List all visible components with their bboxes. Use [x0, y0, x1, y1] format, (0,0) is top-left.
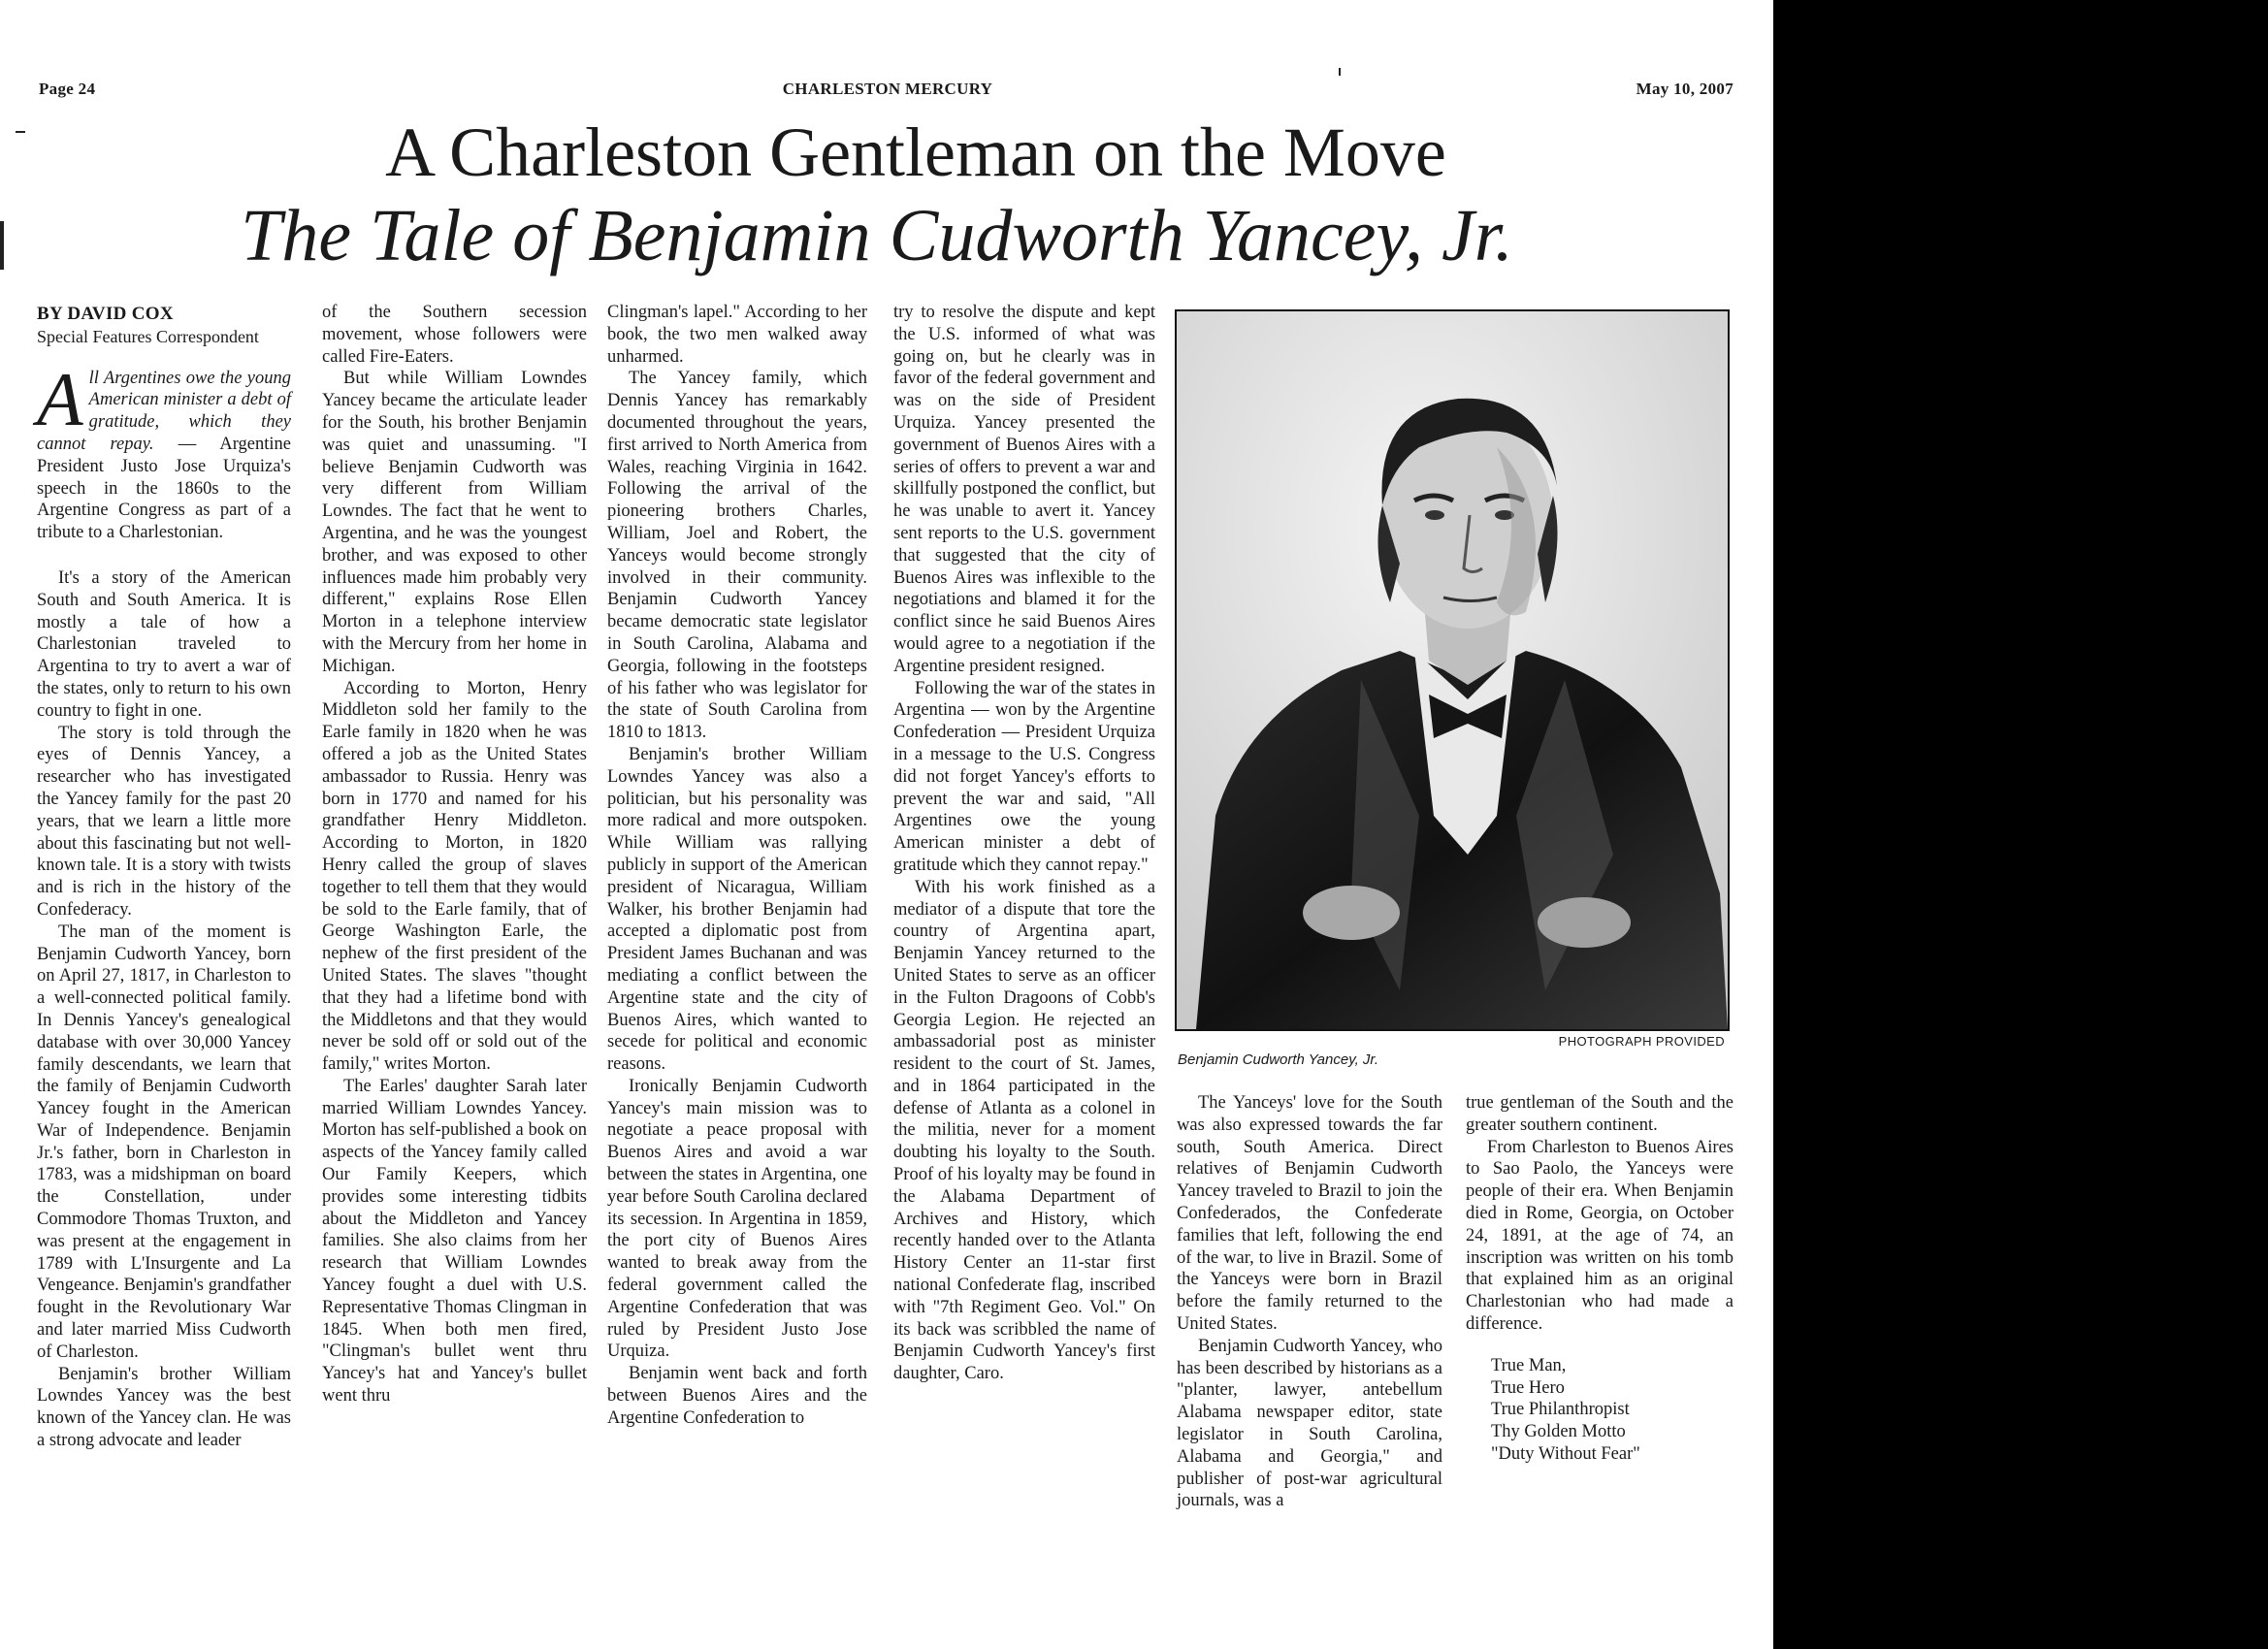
- inscription-line: Thy Golden Motto: [1491, 1422, 1626, 1442]
- portrait-image: [1177, 311, 1728, 1029]
- inscription-line: True Hero: [1491, 1377, 1565, 1398]
- headline: A Charleston Gentleman on the Move: [385, 113, 1446, 191]
- paragraph: Benjamin went back and forth between Buenos Aires and the Argentine Confederation to: [607, 1364, 867, 1428]
- pull-quote-text: ll Argentines owe the young American minister a debt of gratitude, which they cannot repay.: [37, 368, 291, 454]
- paragraph: The story is told through the eyes of Dennis Yancey, a researcher who has investigated the Yancey family for the past 20 years, that we learn a little more about this fascinating but not well-known tale. It is a story with twists and is rich in the history of the Confederacy.: [37, 723, 291, 920]
- scan-border-black: [1773, 0, 2268, 1649]
- photo-caption: Benjamin Cudworth Yancey, Jr.: [1178, 1051, 1379, 1068]
- issue-date: May 10, 2007: [1636, 80, 1733, 98]
- paragraph: of the Southern secession movement, whose followers were called Fire-Eaters.: [322, 303, 587, 367]
- paragraph: It's a story of the American South and South America. It is mostly a tale of how a Charlestonian traveled to Argentina to try to avert a war of the states, only to return to his own country to fight in one.: [37, 567, 291, 721]
- scan-mark: [1339, 68, 1341, 76]
- paragraph: The Yancey family, which Dennis Yancey has remarkably documented throughout the years, first arrived to North America from Wales, reaching Virginia in 1642. Following the arrival of the pioneering brothers Charles, William, Joel and Robert, the Yanceys would become strongly involved in their community. Benjamin Cudworth Yancey became democratic state legislator in South Carolina, Alabama and Georgia, following in the footsteps of his father who was legislator for the state of South Carolina from 1810 to 1813.: [607, 369, 867, 743]
- article-column-3: [607, 302, 867, 1430]
- article-column-2: [322, 302, 587, 1407]
- paragraph: With his work finished as a mediator of a dispute that tore the country of Argentina apart, Benjamin Yancey returned to the United States to serve as an officer in the Fulton Dragoons of Cobb's Georgia Legion. He rejected an ambassadorial post as minister resident to the court of St. James, and in 1864 participated in the defense of Atlanta as a colonel in the militia, never for a moment doubting his loyalty to the South. Proof of his loyalty may be found in the Alabama Department of Archives and History, which recently handed over to the Atlanta History Center an 11-star first national Confederate flag, inscribed with "7th Regiment Geo. Vol." On its back was scribbled the name of Benjamin Cudworth Yancey's first daughter, Caro.: [893, 877, 1155, 1384]
- paragraph: According to Morton, Henry Middleton sold her family to the Earle family in 1820 when he was offered a job as the United States ambassador to Russia. Henry was born in 1770 and named for his grandfather Henry Middleton. According to Morton, in 1820 Henry called the group of slaves together to tell them that they would be sold to the Earle family, that of George Washington Earle, the nephew of the first president of the United States. The slaves "thought that they had a lifetime bond with the Middletons and that they would never be sold off or sold out of the family," writes Morton.: [322, 678, 587, 1075]
- portrait-photo: [1175, 309, 1730, 1031]
- paragraph: The Earles' daughter Sarah later married William Lowndes Yancey. Morton has self-published a book on aspects of the Yancey family called Our Family Keepers, which provides some interesting tidbits about the Middleton and Yancey families. She also claims from her research that William Lowndes Yancey fought a duel with U.S. Representative Thomas Clingman in 1845. When both men fired, "Clingman's bullet went thru Yancey's hat and Yancey's bullet went thru: [322, 1076, 587, 1406]
- article-column-5: [1177, 1092, 1442, 1512]
- drop-cap: A: [37, 356, 83, 441]
- paragraph: Benjamin's brother William Lowndes Yancey was the best known of the Yancey clan. He was a strong advocate and leader: [37, 1364, 291, 1451]
- article-column-1: [37, 304, 291, 1452]
- subheadline: The Tale of Benjamin Cudworth Yancey, Jr.: [241, 195, 1513, 276]
- article-column-4: [893, 302, 1155, 1385]
- paragraph: true gentleman of the South and the greater southern continent.: [1466, 1093, 1733, 1135]
- photo-credit: PHOTOGRAPH PROVIDED: [1558, 1034, 1725, 1049]
- paragraph: Benjamin's brother William Lowndes Yancey was also a politician, but his personality was more radical and more outspoken. While William was rallying publicly in support of the American president of Nicaragua, William Walker, his brother Benjamin had accepted a diplomatic post from President James Buchanan and was mediating a conflict between the Argentine state and the city of Buenos Aires, which wanted to secede for political and economic reasons.: [607, 744, 867, 1075]
- scan-mark: [16, 131, 25, 133]
- paragraph: Ironically Benjamin Cudworth Yancey's main mission was to negotiate a peace proposal with Buenos Aires and avoid a war between the states in Argentina, one year before South Carolina declared its secession. In Argentina in 1859, the port city of Buenos Aires wanted to break away from the federal government called the Argentine Confederation that was ruled by President Justo Jose Urquiza.: [607, 1076, 867, 1362]
- pull-quote: [37, 356, 292, 544]
- paragraph: Benjamin Cudworth Yancey, who has been described by historians as a "planter, lawyer, antebellum Alabama newspaper editor, state legislator in South Carolina, Alabama and Georgia," and publisher of post-war agricultural journals, was a: [1177, 1336, 1442, 1511]
- inscription-line: True Philanthropist: [1491, 1400, 1630, 1420]
- paragraph: Clingman's lapel." According to her book, the two men walked away unharmed.: [607, 303, 867, 367]
- paragraph: Following the war of the states in Argentina — won by the Argentine Confederation — President Urquiza in a message to the U.S. Congress did not forget Yancey's efforts to prevent the war and said, "All Argentines owe the young American minister a debt of gratitude which they cannot repay.": [893, 678, 1155, 875]
- pull-quote-attribution: — Argentine President Justo Jose Urquiza's speech in the 1860s to the Argentine Congress as part of a tribute to a Charlestonian.: [37, 434, 292, 543]
- paragraph: The Yanceys' love for the South was also expressed towards the far south, South America. Direct relatives of Benjamin Cudworth Yancey traveled to Brazil to join the Confederados, the Confederate families that left, following the end of the war, to live in Brazil. Some of the Yanceys were born in Brazil before the family returned to the United States.: [1177, 1093, 1442, 1334]
- tomb-inscription: [1466, 1355, 1733, 1466]
- paragraph: try to resolve the dispute and kept the U.S. informed of what was going on, but he clearly was in favor of the federal government and was on the side of President Urquiza. Yancey presented the government of Buenos Aires with a series of offers to prevent a war and skillfully postponed the conflict, but he was unable to avert it. Yancey sent reports to the U.S. government that suggested that the city of Buenos Aires was inflexible to the negotiations and blamed it for the conflict since he said Buenos Aires would agree to a negotiation if the Argentine president resigned.: [893, 303, 1155, 676]
- article-column-6: [1466, 1092, 1733, 1466]
- paragraph: But while William Lowndes Yancey became the articulate leader for the South, his brother Benjamin was quiet and unassuming. "I believe Benjamin Cudworth was very different from William Lowndes. The fact that he went to Argentina, and he was the youngest brother, and was exposed to other influences made him probably very different," explains Rose Ellen Morton in a telephone interview with the Mercury from her home in Michigan.: [322, 369, 587, 676]
- byline-title: Special Features Correspondent: [37, 326, 259, 346]
- inscription-line: "Duty Without Fear": [1491, 1443, 1640, 1464]
- inscription-line: True Man,: [1491, 1355, 1567, 1375]
- page-number: Page 24: [39, 80, 96, 98]
- byline-author: BY DAVID COX: [37, 304, 174, 324]
- newspaper-name: CHARLESTON MERCURY: [782, 80, 993, 98]
- paragraph: The man of the moment is Benjamin Cudworth Yancey, born on April 27, 1817, in Charleston to a well-connected political family. In Dennis Yancey's genealogical database with over 30,000 Yancey family descendants, we learn that the family of Benjamin Cudworth Yancey fought in the American War of Independence. Benjamin Jr.'s father, born in Charleston in 1783, was a midshipman on board the Constellation, under Commodore Thomas Truxton, and was present at the engagement in 1789 with L'Insurgente and La Vengeance. Benjamin's grandfather fought in the Revolutionary War and later married Miss Cudworth of Charleston.: [37, 922, 291, 1362]
- paragraph: From Charleston to Buenos Aires to Sao Paolo, the Yanceys were people of their era. When Benjamin died in Rome, Georgia, on October 24, 1891, at the age of 74, an inscription was written on his tomb that explained him as an original Charlestonian who had made a difference.: [1466, 1137, 1733, 1334]
